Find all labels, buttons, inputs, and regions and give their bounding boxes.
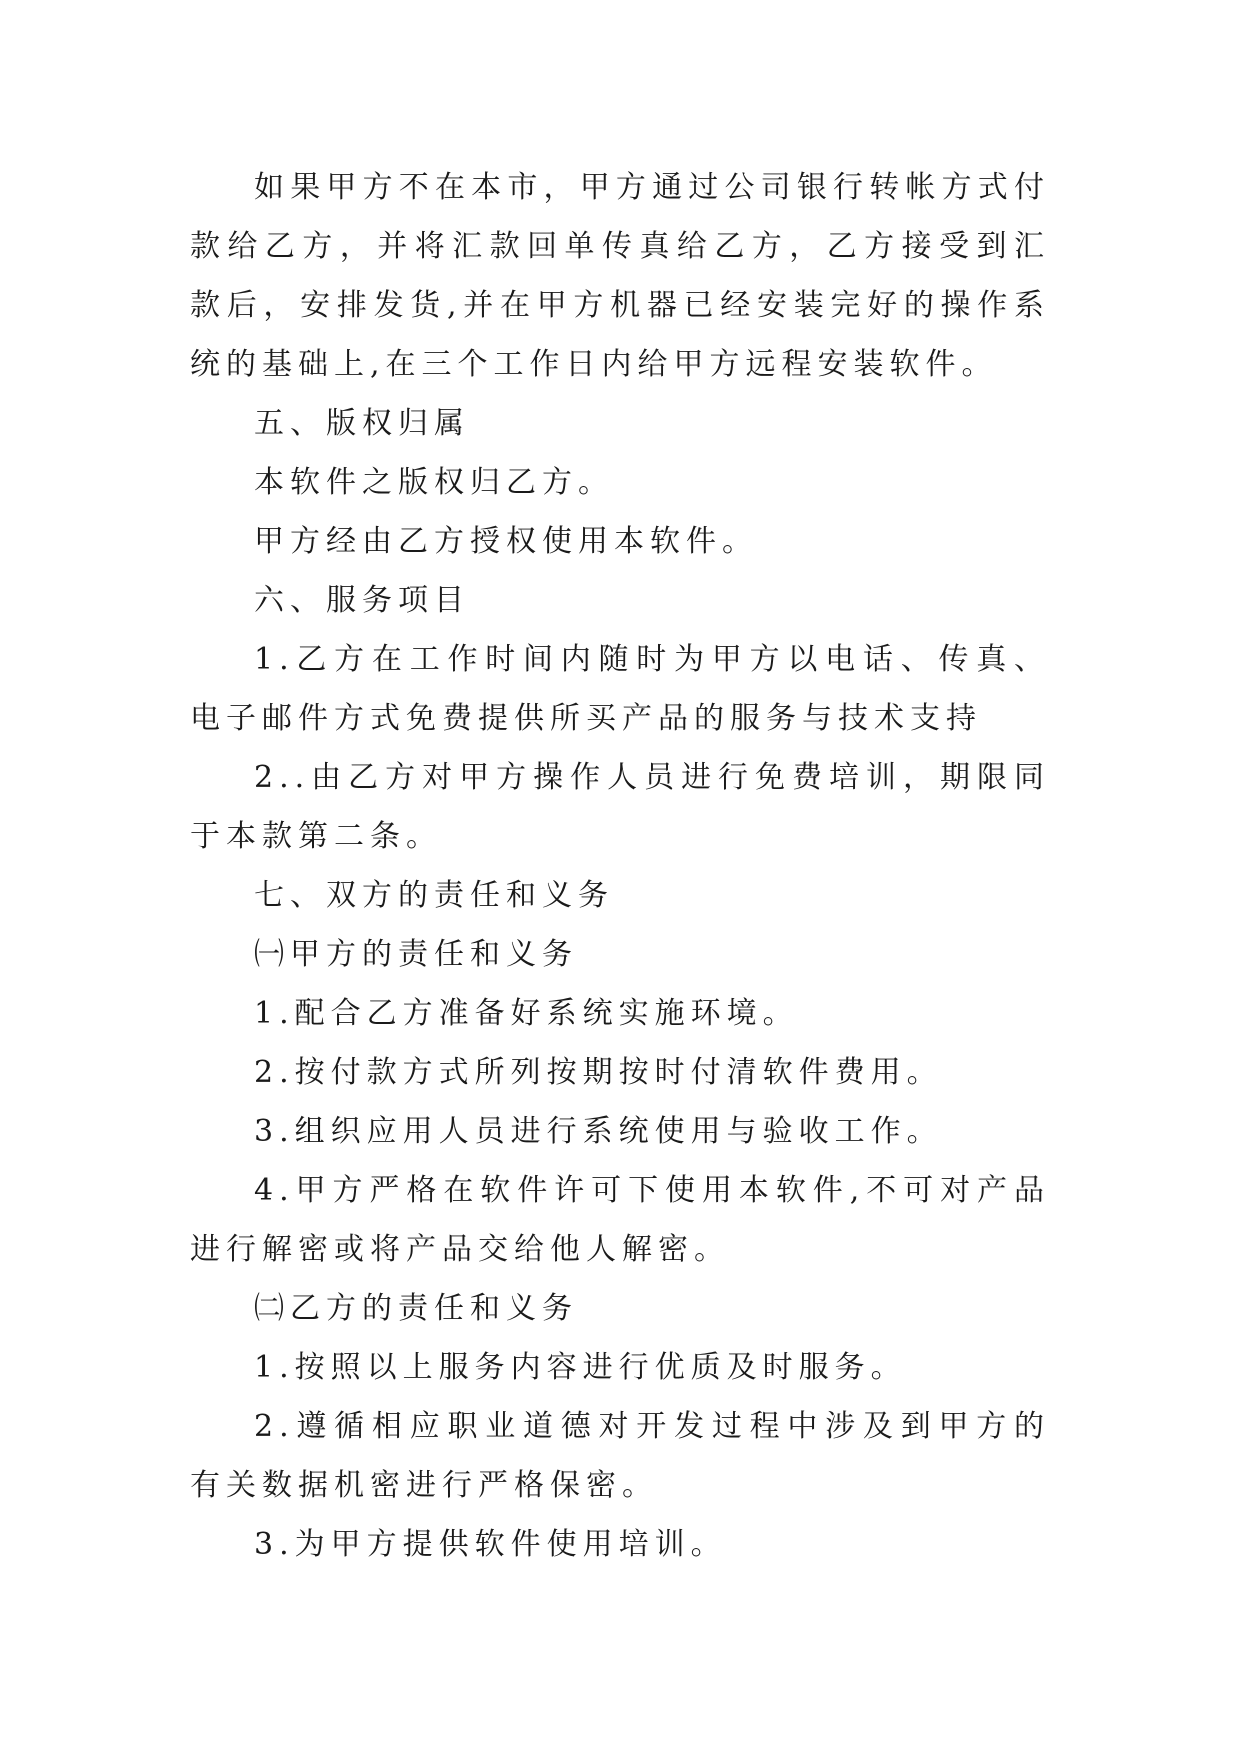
paragraph-party-b-3: 3.为甲方提供软件使用培训。 (254, 1527, 727, 1562)
heading-copyright: 五、版权归属 (254, 406, 470, 441)
paragraph-party-b-2: 2.遵循相应职业道德对开发过程中涉及到甲方的有关数据机密进行严格保密。 (190, 1409, 1050, 1503)
paragraph-party-a-4: 4.甲方严格在软件许可下使用本软件,不可对产品进行解密或将产品交给他人解密。 (190, 1173, 1050, 1267)
document-body (190, 158, 1050, 1574)
paragraph-service-2: 2..由乙方对甲方操作人员进行免费培训，期限同于本款第二条。 (190, 760, 1050, 854)
subheading-party-a: ㈠甲方的责任和义务 (254, 937, 578, 972)
paragraph-party-a-1: 1.配合乙方准备好系统实施环境。 (254, 996, 799, 1031)
paragraph-payment-method: 如果甲方不在本市，甲方通过公司银行转帐方式付款给乙方，并将汇款回单传真给乙方，乙方接受到汇款后，安排发货,并在甲方机器已经安装完好的操作系统的基础上,在三个工作日内给甲方远程安装软件。 (190, 170, 1050, 382)
paragraph-service-1: 1.乙方在工作时间内随时为甲方以电话、传真、电子邮件方式免费提供所买产品的服务与技术支持 (190, 642, 1050, 736)
heading-responsibilities: 七、双方的责任和义务 (254, 878, 614, 913)
paragraph-party-a-3: 3.组织应用人员进行系统使用与验收工作。 (254, 1114, 943, 1149)
paragraph-party-a-2: 2.按付款方式所列按期按时付清软件费用。 (254, 1055, 943, 1090)
paragraph-copyright-owner: 本软件之版权归乙方。 (254, 465, 614, 500)
subheading-party-b: ㈡乙方的责任和义务 (254, 1291, 578, 1326)
paragraph-authorization: 甲方经由乙方授权使用本软件。 (254, 524, 758, 559)
paragraph-party-b-1: 1.按照以上服务内容进行优质及时服务。 (254, 1350, 907, 1385)
heading-service-items: 六、服务项目 (254, 583, 470, 618)
